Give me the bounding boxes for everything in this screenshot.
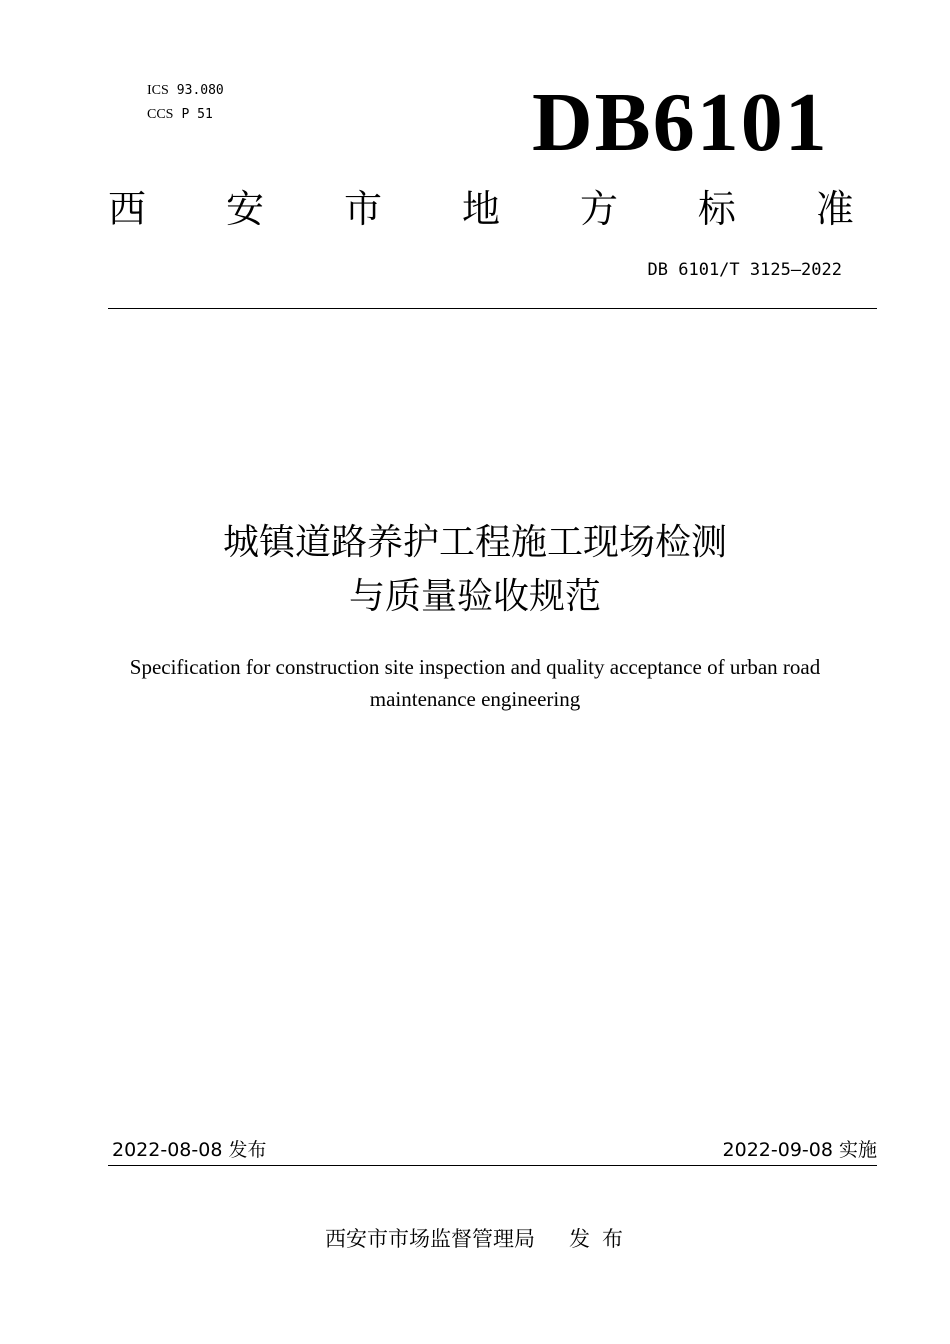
standard-type-char: 市 — [343, 187, 382, 231]
header-divider — [108, 308, 877, 309]
footer-divider — [108, 1165, 877, 1166]
standard-type-char: 方 — [579, 187, 618, 231]
issuer-name: 西安市市场监督管理局 — [325, 1227, 535, 1251]
db-logo-mark: DB6101 — [532, 76, 829, 169]
ics-code: 93.080 — [176, 83, 224, 98]
classification-codes — [147, 79, 224, 127]
issue-date: 2022-08-08 — [112, 1139, 223, 1161]
issue-date-block — [112, 1137, 266, 1163]
issuing-authority — [325, 1224, 635, 1254]
implementation-date-block — [723, 1137, 877, 1163]
standard-number: DB 6101/T 3125—2022 — [647, 260, 842, 280]
chinese-title — [0, 516, 950, 624]
ics-label: ICS — [147, 83, 169, 98]
chinese-title-line-2: 与质量验收规范 — [348, 576, 601, 617]
standard-type-char: 准 — [815, 187, 854, 231]
chinese-title-line-1: 城镇道路养护工程施工现场检测 — [222, 522, 727, 563]
standard-type-heading — [108, 186, 854, 232]
implementation-date: 2022-09-08 — [722, 1139, 833, 1161]
standard-type-char: 标 — [697, 187, 736, 231]
issuer-action: 发布 — [569, 1227, 635, 1251]
standard-type-char: 西 — [108, 187, 147, 231]
ccs-label: CCS — [147, 107, 174, 122]
standard-type-char: 地 — [461, 187, 500, 231]
ccs-code: P 51 — [181, 107, 213, 122]
english-title: Specification for construction site inspection and quality acceptance of urban road maintenance engineering — [129, 655, 821, 711]
implementation-label: 实施 — [838, 1139, 877, 1161]
standard-type-char: 安 — [225, 187, 264, 231]
issue-label: 发布 — [228, 1139, 267, 1161]
